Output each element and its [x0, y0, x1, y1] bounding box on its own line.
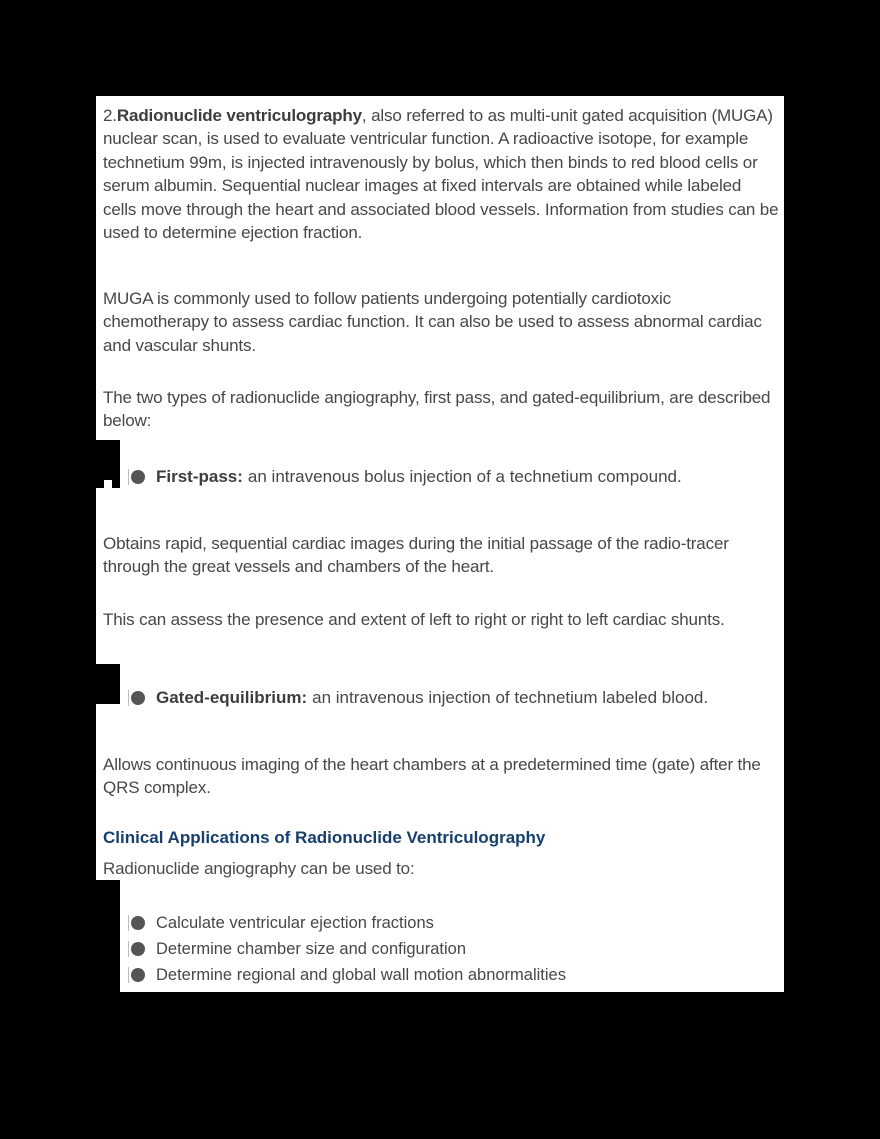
clinical-item-text: Determine chamber size and configuration — [156, 939, 466, 958]
clinical-item — [128, 912, 434, 934]
type-label: First-pass: — [156, 467, 243, 486]
type-text: an intravenous bolus injection of a technetium compound. — [247, 467, 682, 486]
clinical-item-text: Calculate ventricular ejection fractions — [156, 913, 434, 932]
type-gated-equilibrium — [128, 687, 708, 709]
intro-paragraph — [103, 104, 779, 244]
bullet-bar — [128, 941, 129, 957]
mask-1b — [96, 480, 104, 488]
clinical-item — [128, 964, 566, 986]
gated-equilibrium-detail-1: Allows continuous imaging of the heart chambers at a predetermined time (gate) after the QRS complex. — [103, 755, 761, 798]
bullet-dot-icon — [131, 968, 145, 982]
first-pass-detail-1: Obtains rapid, sequential cardiac images during the initial passage of the radio-tracer through the great vessels and chambers of the heart. — [103, 534, 729, 577]
types-intro-paragraph: The two types of radionuclide angiography, first pass, and gated-equilibrium, are described below: — [103, 388, 771, 431]
bullet-dot-icon — [131, 691, 145, 705]
bullet-dot-icon — [131, 470, 145, 484]
mask-3 — [96, 880, 120, 992]
muga-paragraph: MUGA is commonly used to follow patients undergoing potentially cardiotoxic chemotherapy to assess cardiac function. It can also be used to assess abnormal cardiac and vascular shunts. — [103, 289, 762, 355]
clinical-intro: Radionuclide angiography can be used to: — [103, 859, 415, 878]
bullet-bar — [128, 690, 129, 706]
type-first-pass — [128, 466, 682, 488]
bullet-bar — [128, 915, 129, 931]
mask-1c — [112, 480, 120, 488]
clinical-applications-heading: Clinical Applications of Radionuclide Ventriculography — [103, 828, 546, 847]
section-number: 2. — [103, 106, 117, 125]
first-pass-detail-2: This can assess the presence and extent of left to right or right to left cardiac shunts. — [103, 610, 725, 629]
mask-2 — [96, 664, 120, 704]
clinical-item — [128, 938, 466, 960]
bullet-bar — [128, 967, 129, 983]
term-radionuclide-ventriculography: Radionuclide ventriculography — [116, 106, 362, 125]
type-label: Gated-equilibrium: — [156, 688, 308, 707]
clinical-item-text: Determine regional and global wall motion abnormalities — [156, 965, 566, 984]
bullet-dot-icon — [131, 916, 145, 930]
bullet-bar — [128, 469, 129, 485]
intro-text: , also referred to as multi-unit gated acquisition (MUGA) nuclear scan, is used to evaluate ventricular function. A radioactive isotope, for example technetium 99m, is injected intravenously by bolus, which then binds to red blood cells or serum albumin. Sequential nuclear images at fixed intervals are obtained while labeled cells move through the heart and associated blood vessels. Information from studies can be used to determine ejection fraction. — [103, 106, 779, 243]
type-text: an intravenous injection of technetium labeled blood. — [312, 688, 709, 707]
bullet-dot-icon — [131, 942, 145, 956]
mask-1 — [96, 440, 120, 480]
